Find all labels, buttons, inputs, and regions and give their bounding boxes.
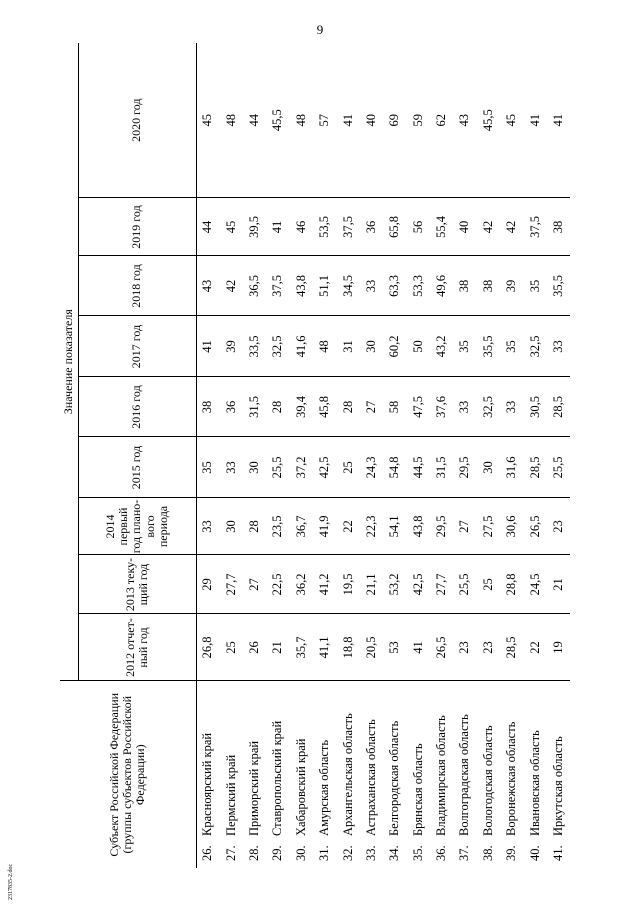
- indicator-value: 35,5: [547, 256, 570, 316]
- indicator-value: 23,5: [266, 498, 289, 555]
- table-body: [196, 43, 570, 868]
- indicator-value: 25: [336, 437, 359, 498]
- year-header: 2019 год: [78, 198, 196, 256]
- indicator-value: 35: [196, 437, 219, 498]
- year-header: 2016 год: [78, 377, 196, 437]
- indicator-value: 32,5: [266, 316, 289, 377]
- subject-name: Иркутская область: [547, 681, 570, 838]
- indicator-value: 30,5: [523, 377, 546, 437]
- indicator-value: 27: [453, 498, 476, 555]
- indicator-value: 42: [219, 256, 242, 316]
- indicator-value: 39: [500, 256, 523, 316]
- indicator-value: 28,5: [500, 614, 523, 681]
- indicator-value: 19: [547, 614, 570, 681]
- indicator-value: 33: [360, 256, 383, 316]
- indicator-value: 24,5: [523, 555, 546, 614]
- indicator-value: 63,3: [383, 256, 406, 316]
- indicator-value: 36,7: [290, 498, 313, 555]
- indicator-value: 45,5: [270, 109, 285, 132]
- indicator-value: 27,5: [477, 498, 500, 555]
- indicator-value: 36,2: [290, 555, 313, 614]
- indicator-value: 25,5: [453, 555, 476, 614]
- indicator-value: 53: [383, 614, 406, 681]
- indicator-value: 28,8: [500, 555, 523, 614]
- year-header: 2013 теку-щий год: [78, 555, 196, 614]
- table-row: [266, 43, 289, 868]
- indicator-value: 26,8: [196, 614, 219, 681]
- indicator-value: 31,5: [430, 437, 453, 498]
- indicator-value: 41: [196, 316, 219, 377]
- indicator-value: 53,5: [313, 198, 336, 256]
- indicator-value: 42,5: [407, 555, 430, 614]
- indicator-value: 41: [407, 614, 430, 681]
- year-header: 2014 первый год плано-вого периода: [78, 498, 196, 555]
- indicator-value: 23: [547, 498, 570, 555]
- row-number: 29.: [270, 845, 285, 861]
- indicator-value: 27,7: [430, 555, 453, 614]
- indicator-value: 58: [383, 377, 406, 437]
- indicator-value: 20,5: [360, 614, 383, 681]
- indicator-value: 29: [196, 555, 219, 614]
- indicator-value: 28,5: [547, 377, 570, 437]
- table-row: [430, 43, 453, 868]
- indicator-value: 24,3: [360, 437, 383, 498]
- indicator-value: 32,5: [523, 316, 546, 377]
- indicator-value: 41: [340, 113, 355, 127]
- indicator-value: 48: [293, 113, 308, 127]
- indicator-value: 22: [523, 614, 546, 681]
- indicator-value: 48: [223, 113, 238, 127]
- indicator-value: 32,5: [477, 377, 500, 437]
- indicator-value: 62: [434, 113, 449, 127]
- indicator-value: 43: [457, 113, 472, 127]
- indicator-value: 30: [477, 437, 500, 498]
- group-header: Значение показателя: [60, 43, 78, 681]
- indicator-value: 38: [453, 256, 476, 316]
- page-number: 9: [316, 22, 324, 37]
- table-row: [383, 43, 406, 868]
- indicator-value: 25,5: [547, 437, 570, 498]
- indicator-value: 41,6: [290, 316, 313, 377]
- indicator-value: 42: [500, 198, 523, 256]
- indicator-value: 44: [196, 198, 219, 256]
- indicator-value: 43: [196, 256, 219, 316]
- indicator-value: 39,5: [243, 198, 266, 256]
- subject-name: Красноярский край: [196, 681, 219, 838]
- subject-name: Приморский край: [243, 681, 266, 838]
- indicator-value: 42: [477, 198, 500, 256]
- indicator-value: 44: [246, 113, 261, 127]
- indicator-value: 43,8: [407, 498, 430, 555]
- indicator-value: 44,5: [407, 437, 430, 498]
- indicator-value: 45: [504, 113, 519, 127]
- row-number: 40.: [527, 845, 542, 861]
- indicator-value: 30,6: [500, 498, 523, 555]
- indicator-value: 38: [196, 377, 219, 437]
- indicator-value: 19,5: [336, 555, 359, 614]
- subject-name: Белгородская область: [383, 681, 406, 838]
- indicator-value: 45: [200, 113, 215, 127]
- table-row: [547, 43, 570, 868]
- row-number: 37.: [457, 845, 472, 861]
- row-number: 34.: [387, 845, 402, 861]
- table-row: [523, 43, 546, 868]
- indicator-value: 26,5: [430, 614, 453, 681]
- indicator-value: 29,5: [453, 437, 476, 498]
- indicator-value: 31,6: [500, 437, 523, 498]
- indicator-value: 35: [500, 316, 523, 377]
- indicator-value: 36,5: [243, 256, 266, 316]
- indicator-value: 43,2: [430, 316, 453, 377]
- year-header: 2017 год: [78, 316, 196, 377]
- row-number: 35.: [410, 845, 425, 861]
- indicator-value: 54,1: [383, 498, 406, 555]
- row-number: 39.: [504, 845, 519, 861]
- row-number: 28.: [246, 845, 261, 861]
- table-row: [477, 43, 500, 868]
- indicator-value: 23: [453, 614, 476, 681]
- table-row: [336, 43, 359, 868]
- table-row: [453, 43, 476, 868]
- subject-name: Амурская область: [313, 681, 336, 838]
- year-header: 2015 год: [78, 437, 196, 498]
- indicator-value: 54,8: [383, 437, 406, 498]
- year-header: 2012 отчет-ный год: [78, 614, 196, 681]
- indicator-value: 37,2: [290, 437, 313, 498]
- indicator-value: 37,5: [336, 198, 359, 256]
- row-number: 38.: [480, 845, 495, 861]
- indicator-value: 21: [266, 614, 289, 681]
- indicator-value: 37,5: [523, 198, 546, 256]
- indicator-value: 37,5: [266, 256, 289, 316]
- indicator-value: 39: [219, 316, 242, 377]
- indicator-value: 29,5: [430, 498, 453, 555]
- indicator-value: 35: [523, 256, 546, 316]
- indicator-value: 41: [551, 113, 566, 127]
- indicator-value: 69: [387, 113, 402, 127]
- indicator-value: 41,1: [313, 614, 336, 681]
- row-number: 31.: [317, 845, 332, 861]
- indicator-value: 41: [527, 113, 542, 127]
- table-row: [196, 43, 219, 868]
- indicator-value: 48: [313, 316, 336, 377]
- indicator-value: 27: [243, 555, 266, 614]
- indicator-value: 49,6: [430, 256, 453, 316]
- indicator-value: 53,3: [407, 256, 430, 316]
- subject-name: Архангельская область: [336, 681, 359, 838]
- indicator-value: 42,5: [313, 437, 336, 498]
- indicator-value: 26: [243, 614, 266, 681]
- indicator-value: 25,5: [266, 437, 289, 498]
- indicator-value: 40: [453, 198, 476, 256]
- row-number: 27.: [223, 845, 238, 861]
- table-row: [313, 43, 336, 868]
- table-row: [360, 43, 383, 868]
- indicator-value: 41,2: [313, 555, 336, 614]
- indicator-value: 40: [363, 113, 378, 127]
- indicator-value: 53,2: [383, 555, 406, 614]
- subject-header: Субъект Российской Федерации (группы субъектов Российской Федерации): [60, 681, 196, 868]
- indicator-value: 43,8: [290, 256, 313, 316]
- row-number: 32.: [340, 845, 355, 861]
- indicator-value: 26,5: [523, 498, 546, 555]
- indicator-value: 33: [219, 437, 242, 498]
- indicator-value: 21,1: [360, 555, 383, 614]
- indicator-value: 38: [477, 256, 500, 316]
- indicator-value: 21: [547, 555, 570, 614]
- indicator-table: [60, 43, 570, 868]
- indicator-value: 45,8: [313, 377, 336, 437]
- indicator-value: 51,1: [313, 256, 336, 316]
- indicator-value: 30: [219, 498, 242, 555]
- indicator-value: 25: [477, 555, 500, 614]
- indicator-value: 41,9: [313, 498, 336, 555]
- indicator-value: 36: [219, 377, 242, 437]
- indicator-value: 28: [243, 498, 266, 555]
- row-number: 36.: [434, 845, 449, 861]
- indicator-value: 46: [290, 198, 313, 256]
- indicator-value: 56: [407, 198, 430, 256]
- subject-name: Владимирская область: [430, 681, 453, 838]
- indicator-value: 36: [360, 198, 383, 256]
- indicator-value: 57: [317, 113, 332, 127]
- indicator-value: 41: [266, 198, 289, 256]
- indicator-value: 22: [336, 498, 359, 555]
- indicator-value: 27: [360, 377, 383, 437]
- indicator-value: 35: [453, 316, 476, 377]
- subject-name: Хабаровский край: [290, 681, 313, 838]
- indicator-value: 45,5: [480, 109, 495, 132]
- indicator-value: 35,7: [290, 614, 313, 681]
- indicator-value: 35,5: [477, 316, 500, 377]
- indicator-value: 23: [477, 614, 500, 681]
- indicator-value: 59: [410, 113, 425, 127]
- footer-filename: 2317835-2.doc: [8, 863, 14, 900]
- table-row: [219, 43, 242, 868]
- table-row: [407, 43, 430, 868]
- year-header: 2020 год: [78, 43, 196, 198]
- indicator-value: 31: [336, 316, 359, 377]
- indicator-value: 28: [336, 377, 359, 437]
- indicator-value: 25: [219, 614, 242, 681]
- year-header: 2018 год: [78, 256, 196, 316]
- indicator-value: 30: [243, 437, 266, 498]
- indicator-value: 33: [196, 498, 219, 555]
- indicator-value: 60,2: [383, 316, 406, 377]
- indicator-value: 33: [453, 377, 476, 437]
- indicator-value: 31,5: [243, 377, 266, 437]
- indicator-value: 37,6: [430, 377, 453, 437]
- table-row: [243, 43, 266, 868]
- indicator-value: 65,8: [383, 198, 406, 256]
- subject-name: Ставропольский край: [266, 681, 289, 838]
- table-row: [500, 43, 523, 868]
- subject-name: Ивановская область: [523, 681, 546, 838]
- subject-name: Астраханская область: [360, 681, 383, 838]
- indicator-value: 45: [219, 198, 242, 256]
- subject-name: Пермский край: [219, 681, 242, 838]
- indicator-value: 50: [407, 316, 430, 377]
- indicator-value: 39,4: [290, 377, 313, 437]
- indicator-value: 18,8: [336, 614, 359, 681]
- row-number: 30.: [293, 845, 308, 861]
- row-number: 41.: [551, 845, 566, 861]
- table-row: [290, 43, 313, 868]
- subject-name: Воронежская область: [500, 681, 523, 838]
- indicator-value: 28: [266, 377, 289, 437]
- row-number: 26.: [200, 845, 215, 861]
- indicator-value: 33: [500, 377, 523, 437]
- indicator-value: 27,7: [219, 555, 242, 614]
- subject-name: Брянская область: [407, 681, 430, 838]
- indicator-value: 38: [547, 198, 570, 256]
- rotated-table-container: [0, 43, 580, 868]
- indicator-value: 22,5: [266, 555, 289, 614]
- indicator-value: 28,5: [523, 437, 546, 498]
- indicator-value: 34,5: [336, 256, 359, 316]
- subject-name: Вологодская область: [477, 681, 500, 838]
- indicator-value: 33,5: [243, 316, 266, 377]
- indicator-value: 30: [360, 316, 383, 377]
- indicator-value: 55,4: [430, 198, 453, 256]
- indicator-value: 22,3: [360, 498, 383, 555]
- indicator-value: 33: [547, 316, 570, 377]
- subject-name: Волгоградская область: [453, 681, 476, 838]
- row-number: 33.: [363, 845, 378, 861]
- indicator-value: 47,5: [407, 377, 430, 437]
